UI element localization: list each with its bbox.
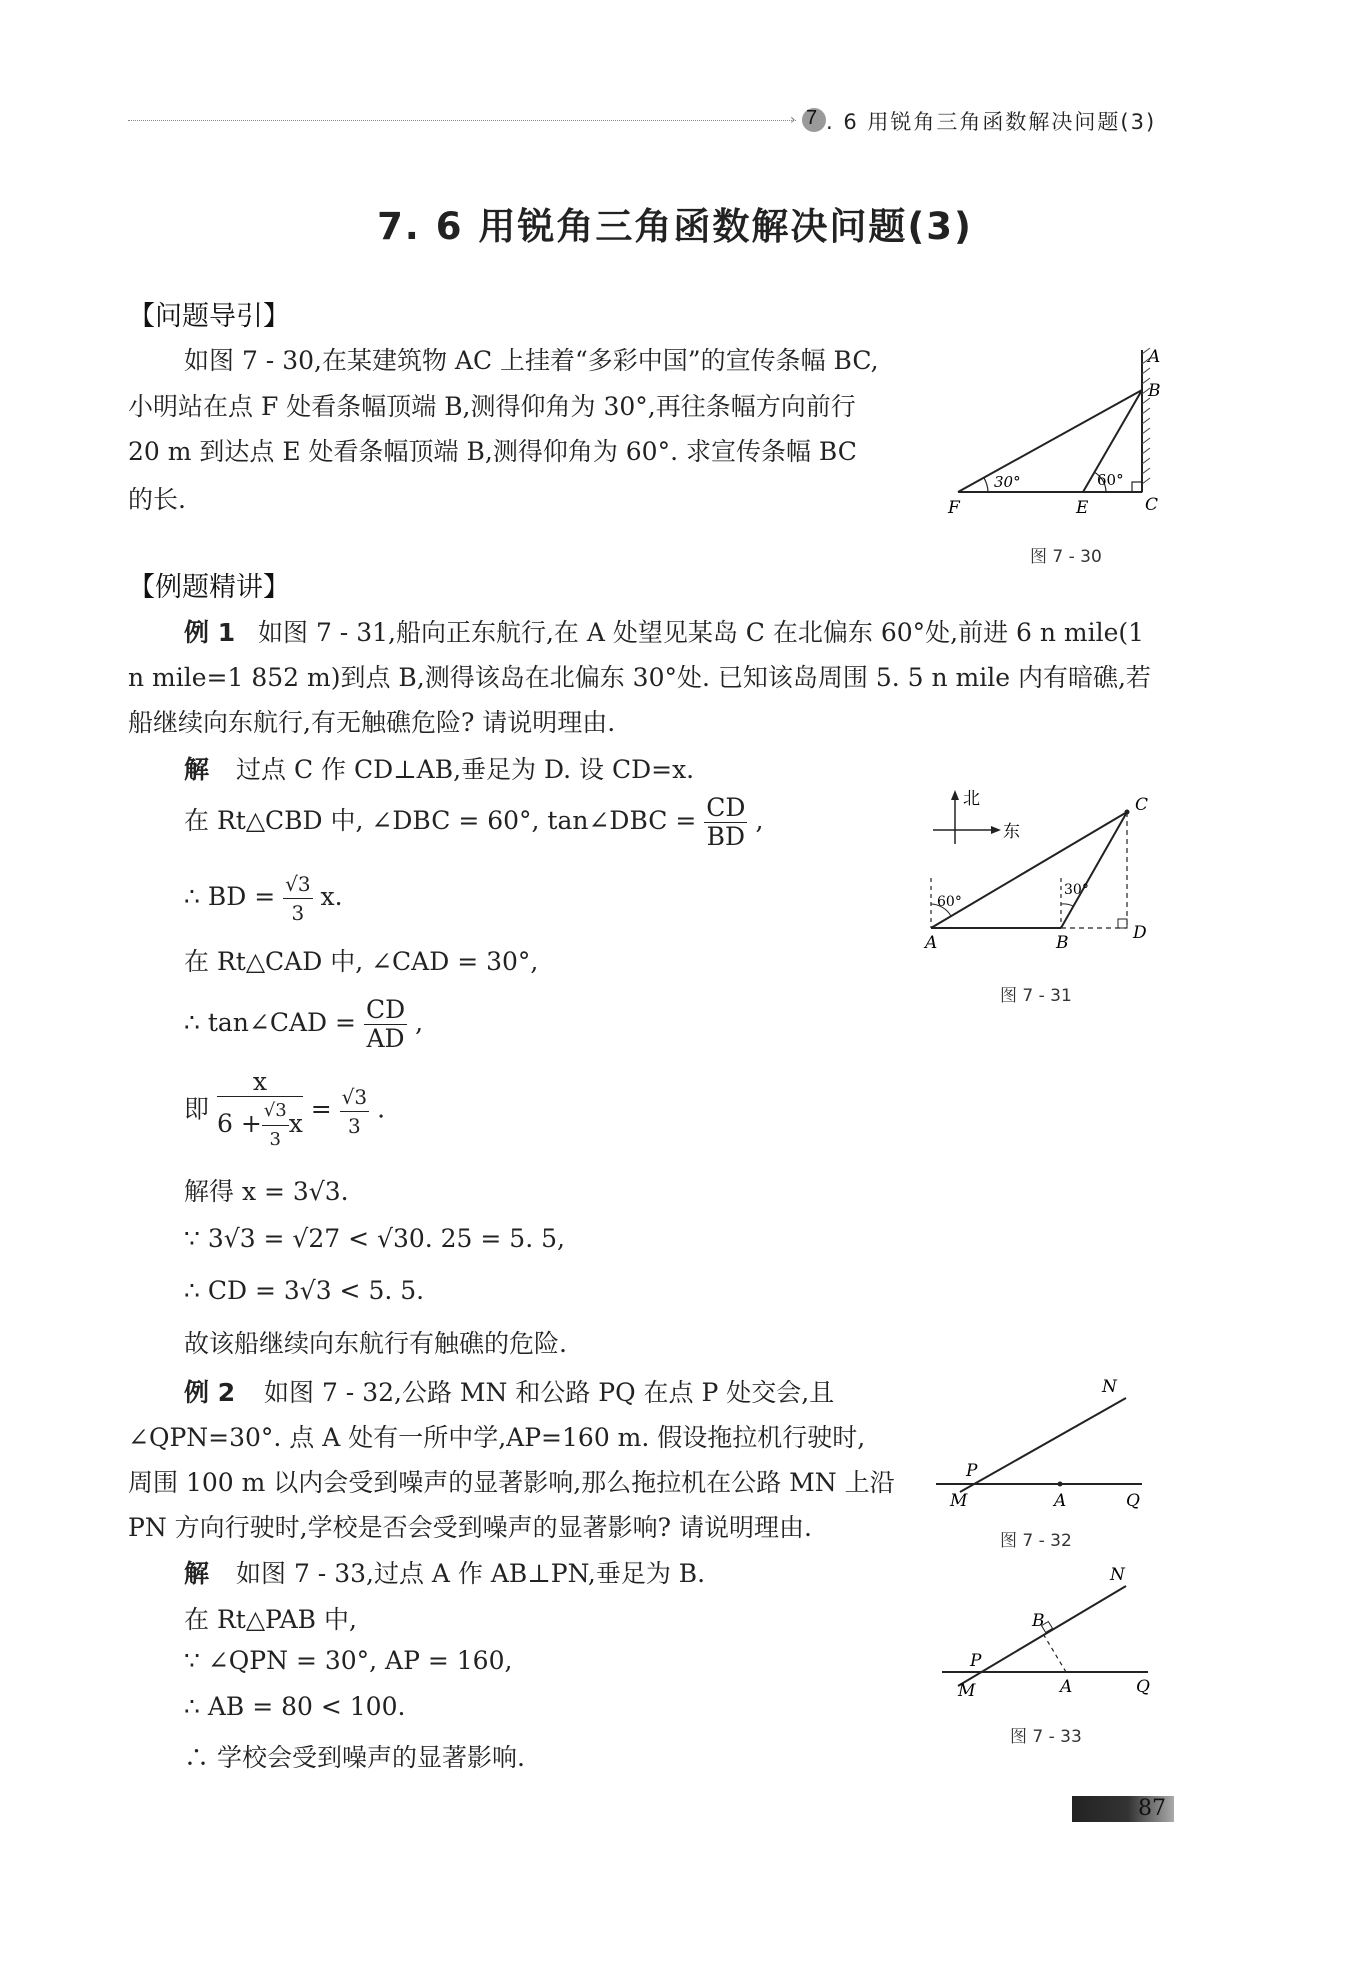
section-heading-examples: 【例题精讲】 (128, 572, 290, 603)
solution-label: 解 (184, 755, 210, 784)
point-label-q: Q (1136, 1677, 1150, 1697)
point-label-p: P (966, 1461, 978, 1481)
point-label-a: A (1054, 1491, 1067, 1510)
solution-line: 即 x 6 + $\frac{√3}{3}$ x = $\frac{√3}{3}$ . (184, 1067, 386, 1150)
example-1-label: 例 1 (184, 618, 236, 647)
solution-line: ∴ tan∠CAD = $\frac{CD}{AD}$ , (184, 995, 424, 1053)
header-arrow-icon: › (790, 112, 796, 128)
point-label-e: E (1076, 498, 1089, 518)
example-2-line: PN 方向行驶时,学校是否会受到噪声的显著影响? 请说明理由. (128, 1513, 812, 1542)
solution-line: 在 Rt△PAB 中, (184, 1605, 357, 1634)
solution-line: ∴ AB = 80 < 100. (184, 1692, 406, 1721)
example-2-line: 周围 100 m 以内会受到噪声的显著影响,那么拖拉机在公路 MN 上沿 (128, 1468, 895, 1497)
solution-line: ∵ ∠QPN = 30°, AP = 160, (184, 1646, 513, 1675)
solution-line: 故该船继续向东航行有触礁的危险. (184, 1329, 567, 1358)
point-label-a: A (925, 933, 938, 953)
figure-caption: 图 7 - 31 (1000, 986, 1072, 1006)
point-label-b: B (1032, 1611, 1045, 1631)
page-number: 87 (1138, 1796, 1166, 1821)
figure-caption: 图 7 - 30 (1030, 547, 1102, 567)
solution-line: 过点 C 作 CD⊥AB,垂足为 D. 设 CD=x. (236, 755, 695, 784)
example-2-label: 例 2 (184, 1378, 236, 1407)
solution-line: 在 Rt△CBD 中, ∠DBC = 60°, tan∠DBC = $\frac{CD}{BD}$ , (184, 793, 764, 851)
solution-label: 解 (184, 1559, 210, 1588)
solution-line: 如图 7 - 33,过点 A 作 AB⊥PN,垂足为 B. (236, 1559, 706, 1588)
example-1-line: n mile=1 852 m)到点 B,测得该岛在北偏东 30°处. 已知该岛周围 5. 5 n mile 内有暗礁,若 (128, 663, 1151, 692)
figure-7-33 (930, 1560, 1150, 1700)
solution-line: ∴ BD = $\frac{√3}{3}$ x. (184, 872, 343, 925)
angle-30-label: 30° (994, 473, 1021, 491)
running-title: . 6 用锐角三角函数解决问题(3) (826, 110, 1157, 134)
intro-line: 的长. (128, 485, 186, 514)
point-label-p: P (970, 1651, 982, 1671)
point-label-b: B (1148, 381, 1161, 401)
intro-line: 如图 7 - 30,在某建筑物 AC 上挂着“多彩中国”的宣传条幅 BC, (184, 346, 879, 375)
point-label-n: N (1110, 1565, 1125, 1585)
solution-line: ∴ CD = 3√3 < 5. 5. (184, 1276, 425, 1305)
angle-60-label: 60° (937, 894, 962, 910)
section-heading-intro: 【问题导引】 (128, 301, 290, 332)
solution-line: 在 Rt△CAD 中, ∠CAD = 30°, (184, 947, 539, 976)
solution-line: 解得 x = 3√3. (184, 1177, 349, 1206)
figure-7-30 (940, 340, 1170, 520)
point-label-q: Q (1126, 1491, 1140, 1510)
intro-line: 小明站在点 F 处看条幅顶端 B,测得仰角为 30°,再往条幅方向前行 (128, 392, 856, 421)
page-title: 7. 6 用锐角三角函数解决问题(3) (377, 205, 973, 248)
solution-line: ∴ 学校会受到噪声的显著影响. (184, 1743, 525, 1772)
point-label-n: N (1102, 1377, 1117, 1397)
point-label-m: M (950, 1491, 968, 1510)
point-label-b: B (1056, 933, 1069, 953)
intro-line: 20 m 到达点 E 处看条幅顶端 B,测得仰角为 60°. 求宣传条幅 BC (128, 437, 857, 466)
example-1-line: 如图 7 - 31,船向正东航行,在 A 处望见某岛 C 在北偏东 60°处,前进 6 n mile(1 (258, 618, 1145, 647)
figure-caption: 图 7 - 33 (1010, 1727, 1082, 1747)
figure-caption: 图 7 - 32 (1000, 1531, 1072, 1551)
angle-30-label: 30° (1064, 882, 1089, 898)
angle-60-label: 60° (1097, 471, 1124, 489)
point-label-a: A (1148, 347, 1161, 367)
point-label-c: C (1145, 495, 1159, 515)
solution-line: ∵ 3√3 = √27 < √30. 25 = 5. 5, (184, 1224, 565, 1253)
figure-7-32 (930, 1370, 1150, 1510)
point-label-c: C (1135, 795, 1149, 815)
point-label-f: F (948, 498, 960, 518)
point-label-m: M (958, 1681, 976, 1700)
east-label: 东 (1003, 822, 1020, 842)
example-1-line: 船继续向东航行,有无触礁危险? 请说明理由. (128, 708, 616, 737)
point-label-a: A (1060, 1677, 1073, 1697)
north-label: 北 (963, 789, 980, 809)
figure-7-31 (915, 780, 1165, 960)
header-rule (128, 120, 796, 121)
example-2-line: 如图 7 - 32,公路 MN 和公路 PQ 在点 P 处交会,且 (264, 1378, 835, 1407)
point-label-d: D (1133, 923, 1147, 943)
chapter-number: 7 (806, 107, 818, 129)
example-2-line: ∠QPN=30°. 点 A 处有一所中学,AP=160 m. 假设拖拉机行驶时, (128, 1423, 866, 1452)
